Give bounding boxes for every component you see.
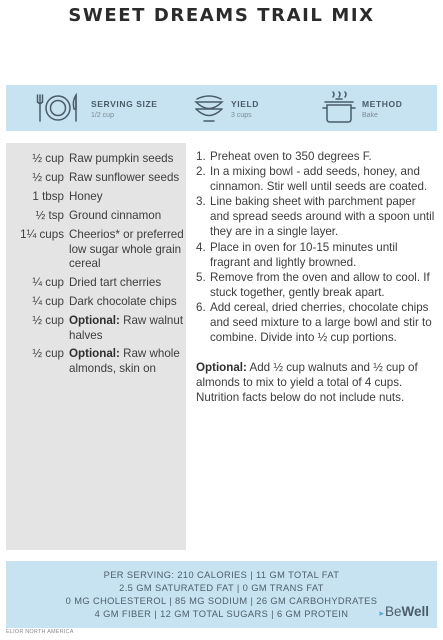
ingredient-name: Raw pumpkin seeds	[69, 152, 174, 165]
logo-mark-icon: ▸	[379, 608, 384, 618]
ingredient-name	[69, 314, 185, 343]
ingredient-name: Ground cinnamon	[69, 209, 162, 222]
optional-note	[196, 360, 432, 405]
ingredient-name	[69, 347, 185, 376]
ingredient-amount: ½ cup	[32, 171, 64, 184]
optional-note-text: Add ½ cup walnuts and ½ cup of almonds to mix to yield a total of 4 cups. Nutrition facts below do not include nuts.	[196, 361, 418, 405]
ingredient-amount: ½ cup	[32, 152, 64, 165]
logo-text-be: Be	[384, 604, 402, 619]
nutrition-facts	[6, 561, 437, 628]
direction-step	[196, 194, 436, 239]
optional-prefix: Optional:	[69, 314, 120, 327]
step-number: 4.	[196, 240, 206, 254]
direction-step	[196, 149, 436, 164]
yield-value: 3 cups	[231, 112, 252, 119]
step-text: Remove from the oven and allow to cool. If stuck together, gently break apart.	[210, 270, 430, 299]
step-text: Place in oven for 10-15 minutes until fragrant and lightly browned.	[210, 240, 398, 269]
stacked-bowls-icon	[194, 91, 224, 125]
step-number: 6.	[196, 300, 206, 314]
step-text: Line baking sheet with parchment paper and spread seeds around with a spoon until they are in a single layer.	[210, 195, 435, 239]
ingredient-name-text: Raw walnut halves	[69, 314, 184, 342]
ingredient-name-text: Raw whole almonds, skin on	[69, 347, 180, 375]
recipe-title: SWEET DREAMS TRAIL MIX	[68, 5, 375, 26]
step-number: 5.	[196, 270, 206, 284]
serving-size-value: 1/2 cup	[91, 112, 114, 119]
optional-prefix: Optional:	[69, 347, 120, 360]
nutrition-line: 2.5 GM SATURATED FAT | 0 GM TRANS FAT	[119, 583, 324, 593]
credit-text: ELIOR NORTH AMERICA	[6, 629, 74, 635]
step-text: In a mixing bowl - add seeds, honey, and cinnamon. Stir well until seeds are coated.	[210, 165, 428, 194]
direction-step	[196, 164, 436, 194]
ingredient-name: Dark chocolate chips	[69, 295, 177, 308]
ingredient-amount: ½ tsp	[35, 209, 64, 222]
recipe-info-bar	[6, 85, 437, 131]
ingredient-amount: ½ cup	[32, 347, 64, 360]
ingredient-name: Raw sunflower seeds	[69, 171, 180, 184]
direction-step	[196, 270, 436, 300]
serving-size-label: SERVING SIZE	[91, 99, 158, 109]
nutrition-line: 4 GM FIBER | 12 GM TOTAL SUGARS | 6 GM PROTEIN	[94, 609, 349, 619]
step-number: 1.	[196, 150, 206, 163]
ingredient-amount: 1 tbsp	[32, 190, 64, 203]
ingredient-name: Dried tart cherries	[69, 276, 162, 289]
step-number: 2.	[196, 165, 206, 179]
nutrition-line: 0 MG CHOLESTEROL | 85 MG SODIUM | 26 GM CARBOHYDRATES	[65, 596, 378, 606]
step-text: Preheat oven to 350 degrees F.	[210, 150, 372, 163]
ingredient-amount: ¼ cup	[32, 295, 64, 308]
method-label: METHOD	[362, 99, 403, 109]
step-text: Add cereal, dried cherries, chocolate chips and seed mixture to a large bowl and stir to combine. Divide into ½ cup portions.	[210, 300, 432, 345]
nutrition-line: PER SERVING: 210 CALORIES | 11 GM TOTAL FAT	[103, 570, 340, 580]
bewell-logo	[379, 604, 429, 619]
plate-fork-knife-icon	[36, 91, 80, 125]
yield-label: YIELD	[231, 99, 260, 109]
ingredient-name: Honey	[69, 190, 103, 203]
logo-text-well: Well	[401, 604, 429, 619]
direction-step	[196, 300, 436, 345]
step-number: 3.	[196, 195, 206, 209]
ingredient-amount: 1¼ cups	[20, 228, 64, 241]
ingredient-amount: ¼ cup	[32, 276, 64, 289]
ingredients-panel	[6, 143, 186, 550]
optional-note-label: Optional:	[196, 361, 247, 374]
method-value: Bake	[362, 112, 378, 119]
ingredient-name: Cheerios* or preferred low sugar whole grain cereal	[69, 228, 184, 271]
directions-list	[196, 149, 436, 345]
direction-step	[196, 240, 436, 270]
ingredient-amount: ½ cup	[32, 314, 64, 327]
cooking-pot-icon	[322, 91, 356, 125]
